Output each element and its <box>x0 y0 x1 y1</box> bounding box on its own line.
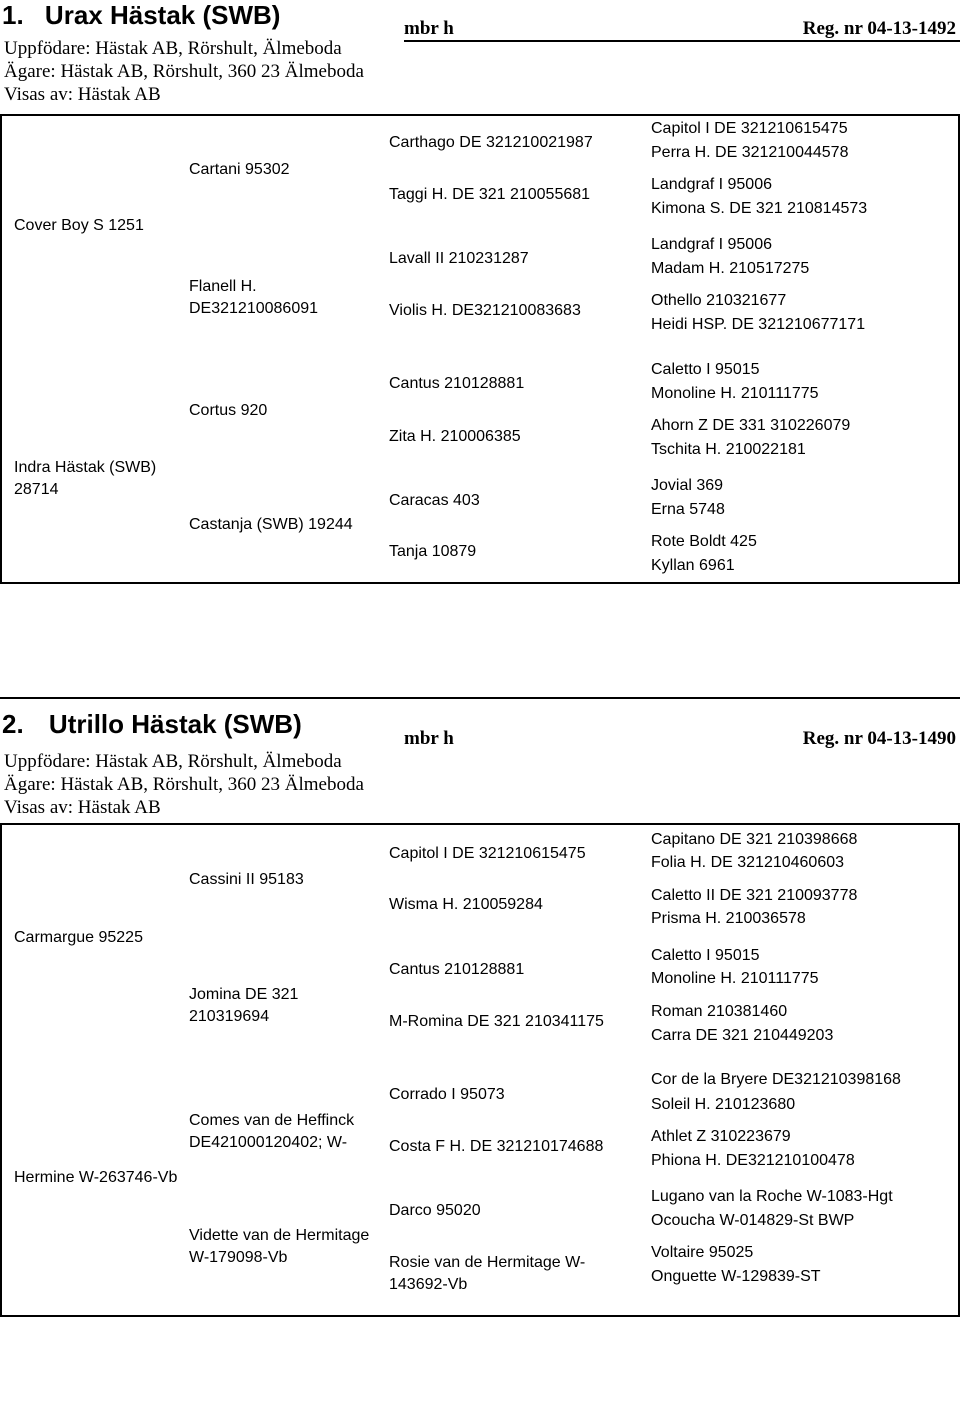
grandparent: M-Romina DE 321 210341175 <box>389 1013 604 1030</box>
grandparent: Wisma H. 210059284 <box>389 896 543 913</box>
sire: Cover Boy S 1251 <box>14 217 144 234</box>
great-grandparent: Caletto II DE 321 210093778 <box>651 887 858 904</box>
great-grandparent: Landgraf I 95006 <box>651 236 772 253</box>
dam: Hermine W-263746-Vb <box>14 1169 178 1186</box>
great-grandparent: Folia H. DE 321210460603 <box>651 854 845 871</box>
grandparent: Violis H. DE321210083683 <box>389 302 581 319</box>
header-rule <box>404 40 960 42</box>
great-grandparent: Othello 210321677 <box>651 292 787 309</box>
grandparent: Cantus 210128881 <box>389 961 525 978</box>
grandparent: Zita H. 210006385 <box>389 428 521 445</box>
grandparent: Carthago DE 321210021987 <box>389 134 593 151</box>
grandparent: Capitol I DE 321210615475 <box>389 845 586 862</box>
registration-number: Reg. nr 04-13-1492 <box>802 18 956 39</box>
great-grandparent: Voltaire 95025 <box>651 1244 754 1261</box>
great-grandparent: Perra H. DE 321210044578 <box>651 144 849 161</box>
great-grandparent: Landgraf I 95006 <box>651 176 772 193</box>
grandparent: Darco 95020 <box>389 1202 481 1219</box>
great-grandparent: Soleil H. 210123680 <box>651 1096 796 1113</box>
grandparent: Tanja 10879 <box>389 543 477 560</box>
sire-sire: Cassini II 95183 <box>189 871 304 888</box>
sex-color: mbr h <box>404 728 454 749</box>
great-grandparent: Kimona S. DE 321 210814573 <box>651 200 868 217</box>
horse-name: Utrillo Hästak (SWB) <box>48 709 302 739</box>
great-grandparent: Cor de la Bryere DE321210398168 <box>651 1071 901 1088</box>
shown-by: Visas av: Hästak AB <box>4 797 161 818</box>
breeder: Uppfödare: Hästak AB, Rörshult, Älmeboda <box>4 38 342 59</box>
grandparent: Cantus 210128881 <box>389 375 525 392</box>
great-grandparent: Ocoucha W-014829-St BWP <box>651 1212 855 1229</box>
great-grandparent: Roman 210381460 <box>651 1003 788 1020</box>
sire-sire: Cartani 95302 <box>189 161 290 178</box>
grandparent: Lavall II 210231287 <box>389 250 529 267</box>
great-grandparent: Phiona H. DE321210100478 <box>651 1152 855 1169</box>
grandparent: Costa F H. DE 321210174688 <box>389 1138 604 1155</box>
great-grandparent: Erna 5748 <box>651 501 725 518</box>
horse-name: Urax Hästak (SWB) <box>44 0 281 30</box>
great-grandparent: Capitano DE 321 210398668 <box>651 831 858 848</box>
great-grandparent: Onguette W-129839-ST <box>651 1268 821 1285</box>
owner: Ägare: Hästak AB, Rörshult, 360 23 Älmeboda <box>4 774 364 795</box>
great-grandparent: Heidi HSP. DE 321210677171 <box>651 316 866 333</box>
great-grandparent: Tschita H. 210022181 <box>651 441 806 458</box>
great-grandparent: Lugano van la Roche W-1083-Hgt <box>651 1188 893 1205</box>
shown-by: Visas av: Hästak AB <box>4 84 161 105</box>
grandparent: Corrado I 95073 <box>389 1086 505 1103</box>
sex-color: mbr h <box>404 18 454 39</box>
great-grandparent: Prisma H. 210036578 <box>651 910 806 927</box>
great-grandparent: Madam H. 210517275 <box>651 260 810 277</box>
great-grandparent: Jovial 369 <box>651 477 724 494</box>
great-grandparent: Ahorn Z DE 331 310226079 <box>651 417 851 434</box>
great-grandparent: Carra DE 321 210449203 <box>651 1027 834 1044</box>
horse-title <box>2 0 280 30</box>
entry-number: 1. <box>2 0 24 30</box>
owner: Ägare: Hästak AB, Rörshult, 360 23 Älmeboda <box>4 61 364 82</box>
grandparent: Taggi H. DE 321 210055681 <box>389 186 591 203</box>
great-grandparent: Caletto I 95015 <box>651 361 760 378</box>
dam-dam: Vidette van de Hermitage W-179098-Vb <box>189 1227 370 1266</box>
breeder: Uppfödare: Hästak AB, Rörshult, Älmeboda <box>4 751 342 772</box>
horse-title <box>2 709 302 739</box>
dam: Indra Hästak (SWB) 28714 <box>14 459 157 498</box>
great-grandparent: Athlet Z 310223679 <box>651 1128 791 1145</box>
great-grandparent: Monoline H. 210111775 <box>651 385 819 402</box>
grandparent: Caracas 403 <box>389 492 480 509</box>
sire: Carmargue 95225 <box>14 929 143 946</box>
great-grandparent: Rote Boldt 425 <box>651 533 757 550</box>
registration-number: Reg. nr 04-13-1490 <box>802 728 956 749</box>
great-grandparent: Kyllan 6961 <box>651 557 735 574</box>
sire-dam: Jomina DE 321 210319694 <box>189 986 299 1025</box>
entry-number: 2. <box>2 709 24 739</box>
great-grandparent: Capitol I DE 321210615475 <box>651 120 848 137</box>
great-grandparent: Monoline H. 210111775 <box>651 970 819 987</box>
dam-sire: Cortus 920 <box>189 402 268 419</box>
sire-dam: Flanell H. DE321210086091 <box>189 278 319 317</box>
great-grandparent: Caletto I 95015 <box>651 947 760 964</box>
dam-sire: Comes van de Heffinck DE421000120402; W- <box>189 1112 355 1151</box>
grandparent: Rosie van de Hermitage W-143692-Vb <box>389 1254 586 1293</box>
dam-dam: Castanja (SWB) 19244 <box>189 516 353 533</box>
entry-separator <box>0 697 960 699</box>
